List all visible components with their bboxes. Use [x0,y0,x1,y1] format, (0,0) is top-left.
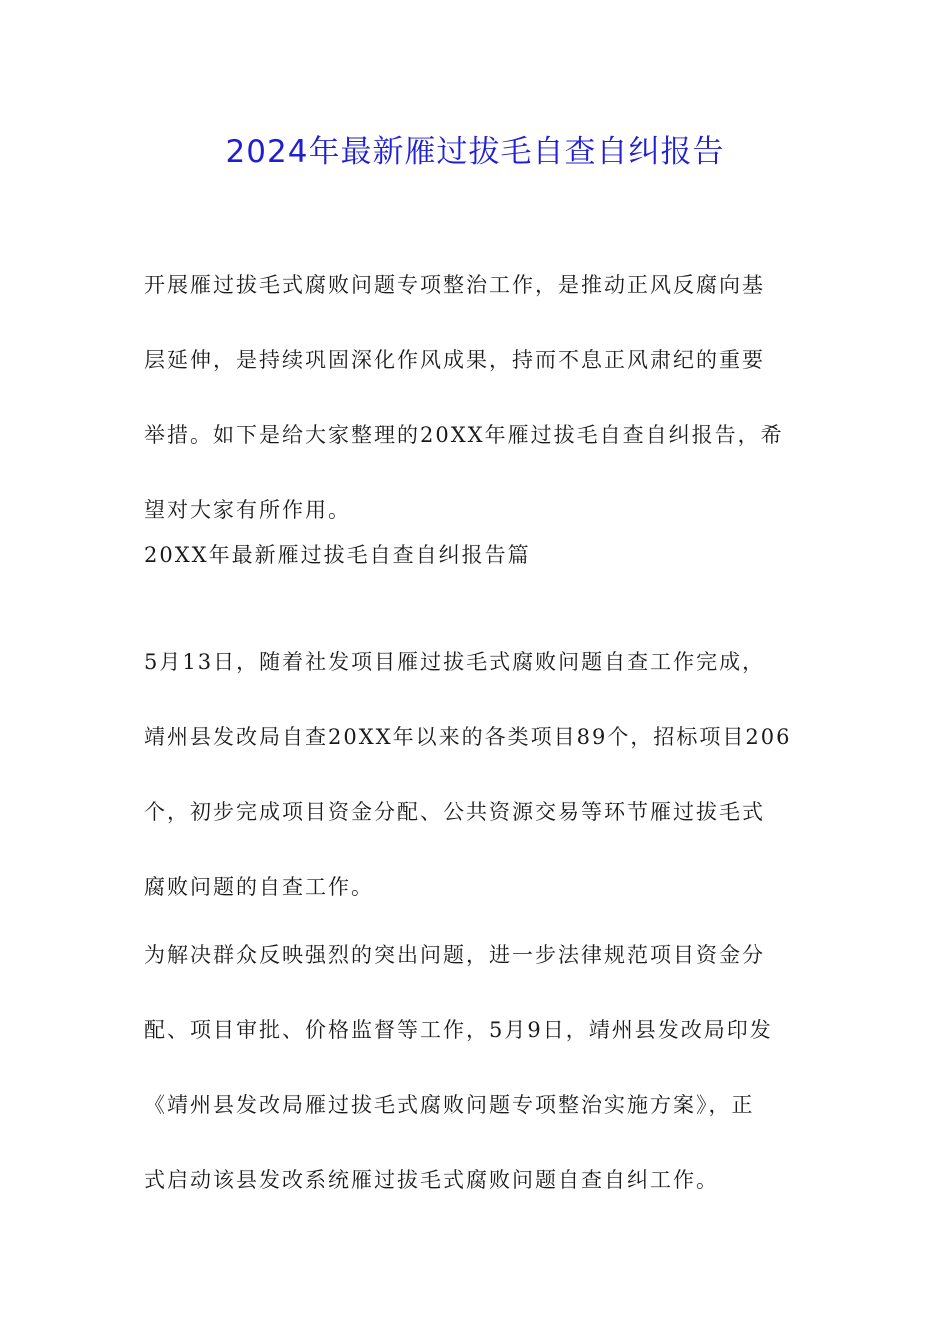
paragraph-line: 腐败问题的自查工作。 [144,875,374,899]
paragraph-line: 开展雁过拔毛式腐败问题专项整治工作，是推动正风反腐向基 [144,273,765,297]
section-heading-text: 20XX年最新雁过拔毛自查自纠报告篇 [144,543,531,567]
paragraph-line: 《靖州县发改局雁过拔毛式腐败问题专项整治实施方案》，正 [144,1093,755,1117]
paragraph-line: 层延伸，是持续巩固深化作风成果，持而不息正风肃纪的重要 [144,348,765,372]
paragraph-self-inspection [144,625,824,925]
paragraph-implementation [144,918,824,1218]
paragraph-line: 个，初步完成项目资金分配、公共资源交易等环节雁过拔毛式 [144,800,765,824]
paragraph-intro [144,248,824,548]
section-heading [144,518,824,593]
paragraph-line: 为解决群众反映强烈的突出问题，进一步法律规范项目资金分 [144,943,765,967]
paragraph-line: 靖州县发改局自查20XX年以来的各类项目89个，招标项目206 [144,725,792,749]
paragraph-line: 望对大家有所作用。 [144,498,351,522]
paragraph-line: 式启动该县发改系统雁过拔毛式腐败问题自查自纠工作。 [144,1168,719,1192]
document-title: 2024年最新雁过拔毛自查自纠报告 [225,134,725,170]
paragraph-line: 5月13日，随着社发项目雁过拔毛式腐败问题自查工作完成， [144,650,766,674]
paragraph-line: 配、项目审批、价格监督等工作，5月9日，靖州县发改局印发 [144,1018,773,1042]
paragraph-line: 举措。如下是给大家整理的20XX年雁过拔毛自查自纠报告，希 [144,423,784,447]
